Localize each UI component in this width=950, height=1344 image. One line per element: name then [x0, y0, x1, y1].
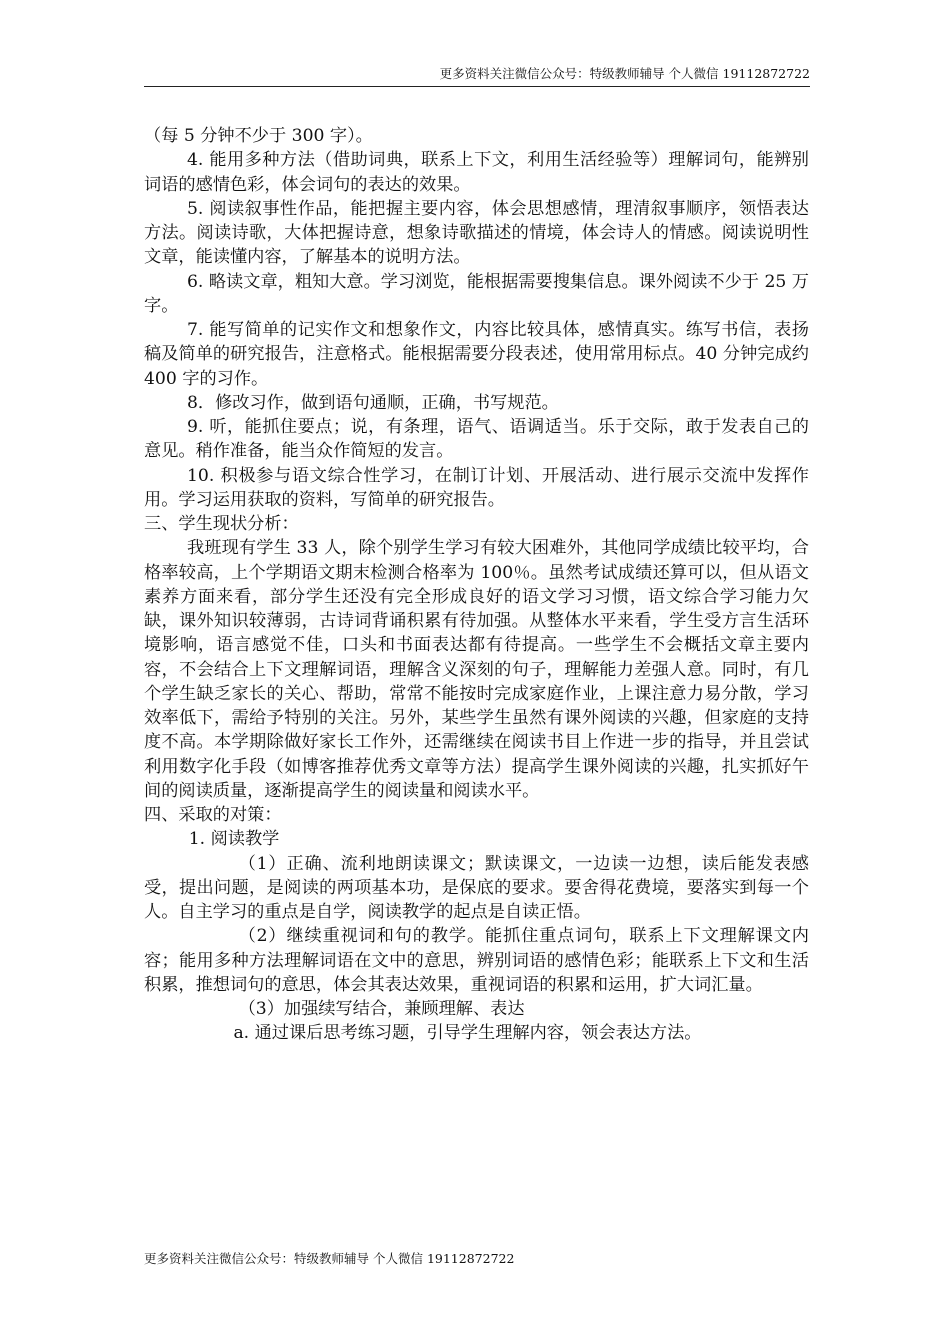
document-body — [144, 124, 809, 1046]
list-item: 9. 听，能抓住要点；说，有条理，语气、语调适当。乐于交际，敢于发表自己的意见。稍作准备，能当众作简短的发言。 — [144, 417, 809, 462]
section-heading: 三、学生现状分析： — [144, 514, 299, 534]
list-item: 5. 阅读叙事性作品，能把握主要内容，体会思想感情，理清叙事顺序，领悟表达方法。阅读诗歌，大体把握诗意，想象诗歌描述的情境，体会诗人的情感。阅读说明性文章，能读懂内容，了解基本的说明方法。 — [144, 198, 809, 268]
list-item: （3）加强续写结合，兼顾理解、表达 — [238, 999, 525, 1019]
section-heading: 四、采取的对策： — [144, 805, 282, 825]
paragraph: 我班现有学生 33 人，除个别学生学习有较大困难外，其他同学成绩比较平均，合格率较高，上个学期语文期末检测合格率为 100％。虽然考试成绩还算可以，但从语文素养方面来看，部分学生还没有完全形成良好的语文学习习惯，语文综合学习能力欠缺，课外知识较薄弱，古诗词背诵积累有待加强。从整体水平来看，学生受方言生活环境影响，语言感觉不佳，口头和书面表达都有待提高。一些学生不会概括文章主要内容，不会结合上下文理解词语，理解含义深刻的句子，理解能力差强人意。同时，有几个学生缺乏家长的关心、帮助，常常不能按时完成家庭作业，上课注意力易分散，学习效率低下，需给予特别的关注。另外，某些学生虽然有课外阅读的兴趣，但家庭的支持度不高。本学期除做好家长工作外，还需继续在阅读书目上作进一步的指导，并且尝试利用数字化手段（如博客推荐优秀文章等方法）提高学生课外阅读的兴趣，扎实抓好午间的阅读质量，逐渐提高学生的阅读量和阅读水平。 — [144, 538, 809, 801]
list-item: 6. 略读文章，粗知大意。学习浏览，能根据需要搜集信息。课外阅读不少于 25 万字。 — [144, 271, 809, 316]
paragraph: （每 5 分钟不少于 300 字）。 — [144, 126, 373, 146]
list-item: （1）正确、流利地朗读课文；默读课文，一边读一边想，读后能发表感受，提出问题，是阅读的两项基本功，是保底的要求。要舍得花费境，要落实到每一个人。自主学习的重点是自学，阅读教学的起点是自读正悟。 — [144, 853, 809, 922]
list-item: 7. 能写简单的记实作文和想象作文，内容比较具体，感情真实。练写书信，表扬稿及简单的研究报告，注意格式。能根据需要分段表述，使用常用标点。40 分钟完成约 400 字的习作。 — [144, 320, 809, 389]
header-text: 更多资料关注微信公众号：特级教师辅导 个人微信 19112872722 — [439, 66, 810, 81]
list-item: 4. 能用多种方法（借助词典，联系上下文，利用生活经验等）理解词句，能辨别词语的感情色彩，体会词句的表达的效果。 — [144, 150, 809, 195]
list-item: 8．修改习作，做到语句通顺，正确，书写规范。 — [187, 392, 559, 413]
subsection-heading: 1. 阅读教学 — [188, 829, 280, 850]
list-item: 10. 积极参与语文综合性学习，在制订计划、开展活动、进行展示交流中发挥作用。学习运用获取的资料，写简单的研究报告。 — [144, 465, 809, 510]
list-item: a. 通过课后思考练习题，引导学生理解内容，领会表达方法。 — [233, 1023, 702, 1044]
page-header — [144, 62, 810, 87]
page-footer: 更多资料关注微信公众号：特级教师辅导 个人微信 19112872722 — [144, 1251, 515, 1266]
list-item: （2）继续重视词和句的教学。能抓住重点词句，联系上下文理解课文内容；能用多种方法理解词语在文中的意思，辨别词语的感情色彩；能联系上下文和生活积累，推想词句的意思，体会其表达效果，重视词语的积累和运用，扩大词汇量。 — [144, 926, 809, 995]
